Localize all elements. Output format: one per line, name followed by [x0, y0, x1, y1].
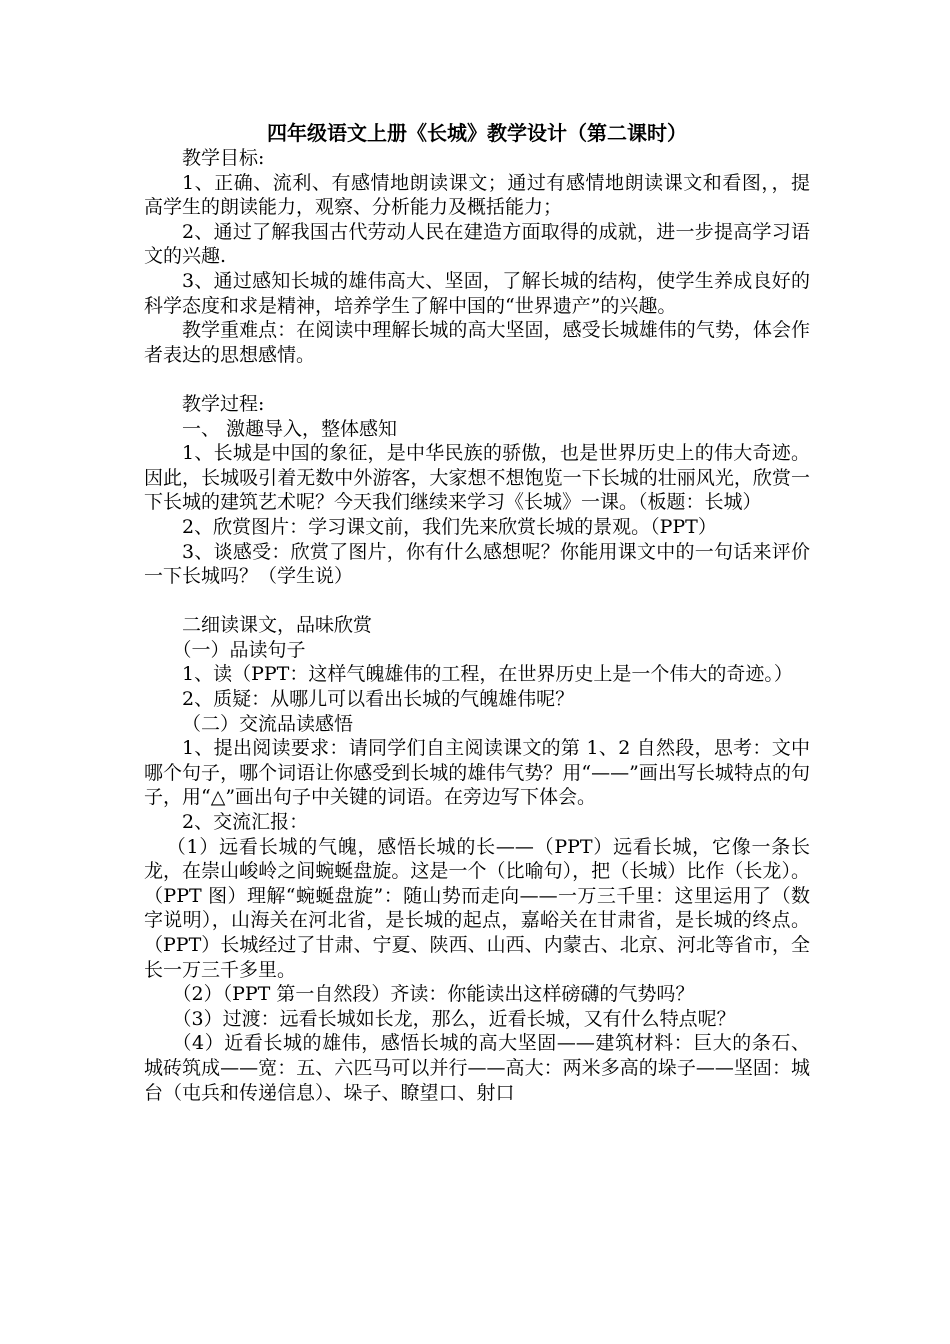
paragraph-report-2: （2）（PPT 第一自然段）齐读：你能读出这样磅礴的气势吗？ — [172, 983, 695, 1006]
paragraph-subsection-2-item-2: 2、交流汇报： — [182, 811, 309, 834]
paragraph-subsection-1-item-1: 1、读（PPT：这样气魄雄伟的工程，在世界历史上是一个伟大的奇迹。） — [182, 663, 793, 686]
paragraph-objective-3: 3、通过感知长城的雄伟高大、坚固，了解长城的结构，使学生养成良好的科学态度和求是精神，培养学生了解中国的“世界遗产”的兴趣。 — [144, 269, 810, 317]
document-title: 四年级语文上册《长城》教学设计（第二课时） — [267, 121, 687, 145]
paragraph-process-heading: 教学过程: — [182, 392, 265, 415]
paragraph-subsection-1-heading: （一）品读句子 — [172, 638, 306, 661]
paragraph-section-2-heading: 二细读课文，品味欣赏 — [182, 614, 373, 637]
paragraph-key-points: 教学重难点：在阅读中理解长城的高大坚固，感受长城雄伟的气势，体会作者表达的思想感情。 — [144, 319, 810, 366]
paragraph-subsection-2-heading: （二）交流品读感悟 — [182, 712, 354, 735]
blank-line — [144, 367, 810, 392]
paragraph-section-1-item-3: 3、谈感受：欣赏了图片，你有什么感想呢？你能用课文中的一句话来评价一下长城吗？（学生说） — [144, 540, 810, 588]
paragraph-report-4: （4）近看长城的雄伟，感悟长城的高大坚固——建筑材料：巨大的条石、城砖筑成——宽：五、六匹马可以并行——高大：两米多高的垛子——坚固：城台（屯兵和传递信息）、垛子、瞭望口、射口 — [144, 1032, 810, 1104]
document-body — [144, 120, 810, 1105]
blank-line — [144, 589, 810, 614]
paragraph-section-1-item-2: 2、欣赏图片：学习课文前，我们先来欣赏长城的景观。（PPT） — [182, 515, 717, 538]
paragraph-objectives-heading: 教学目标: — [182, 147, 265, 169]
paragraph-section-1-heading: 一、 激趣导入，整体感知 — [182, 417, 398, 440]
paragraph-report-3: （3）过渡：远看长城如长龙，那么，近看长城，又有什么特点呢？ — [172, 1007, 736, 1030]
paragraph-report-1: （1）远看长城的气魄，感悟长城的长——（PPT）远看长城，它像一条长龙，在崇山峻岭之间蜿蜒盘旋。这是一个（比喻句），把（长城）比作（长龙）。（PPT 图）理解“蜿蜒盘旋”：随山势而走向——一万三千里：这里运用了（数字说明），山海关在河北省，是长城的起点，嘉峪关在甘肃省，是长城的终点。（PPT）长城经过了甘肃、宁夏、陕西、山西、内蒙古、北京、河北等省市，全长一万三千多里。 — [144, 835, 810, 981]
paragraph-objective-2: 2、通过了解我国古代劳动人民在建造方面取得的成就，进一步提高学习语文的兴趣. — [144, 220, 810, 268]
paragraph-objective-1: 1、正确、流利、有感情地朗读课文；通过有感情地朗读课文和看图，，提高学生的朗读能力，观察、分析能力及概括能力； — [144, 171, 810, 219]
paragraph-subsection-1-item-2: 2、质疑：从哪儿可以看出长城的气魄雄伟呢？ — [182, 688, 575, 711]
paragraph-section-1-item-1: 1、长城是中国的象征，是中华民族的骄傲，也是世界历史上的伟大奇迹。因此，长城吸引着无数中外游客，大家想不想饱览一下长城的壮丽风光，欣赏一下长城的建筑艺术呢？今天我们继续来学习《长城》一课。（板题：长城） — [144, 442, 810, 514]
paragraph-subsection-2-item-1: 1、提出阅读要求：请同学们自主阅读课文的第 1、2 自然段，思考：文中哪个句子，哪个词语让你感受到长城的雄伟气势？用“——”画出写长城特点的句子，用“△”画出句子中关键的词语。在旁边写下体会。 — [144, 737, 810, 809]
